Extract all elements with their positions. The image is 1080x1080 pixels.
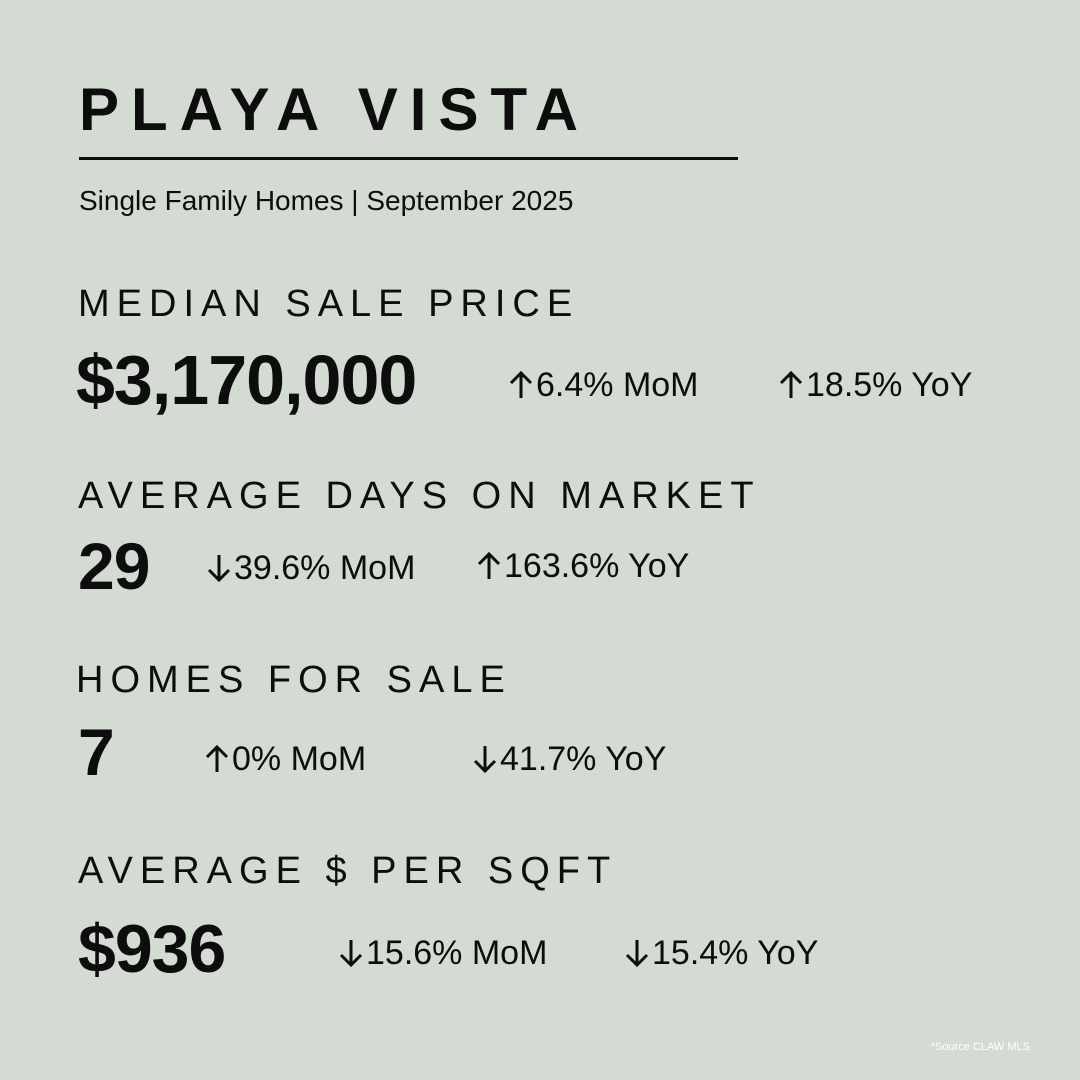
arrow-down-icon — [338, 938, 364, 968]
page-subtitle: Single Family Homes | September 2025 — [79, 185, 574, 216]
metric-label-homes-for-sale: HOMES FOR SALE — [76, 659, 512, 701]
arrow-down-icon — [624, 938, 650, 968]
metric-label-median-sale-price: MEDIAN SALE PRICE — [78, 283, 580, 325]
metric-yoy-average-price-per-sqft: 15.4% YoY — [624, 933, 818, 973]
arrow-up-icon — [778, 370, 804, 400]
arrow-down-icon — [472, 744, 498, 774]
title-divider — [79, 157, 738, 160]
metric-yoy-median-sale-price: 18.5% YoY — [778, 365, 972, 405]
arrow-up-icon — [508, 370, 534, 400]
metric-yoy-homes-for-sale: 41.7% YoY — [472, 739, 666, 779]
metric-yoy-average-days-on-market: 163.6% YoY — [476, 546, 689, 586]
metric-label-average-days-on-market: AVERAGE DAYS ON MARKET — [78, 475, 761, 517]
metric-value-homes-for-sale: 7 — [78, 715, 114, 789]
metric-mom-average-days-on-market: 39.6% MoM — [206, 548, 415, 588]
metric-mom-homes-for-sale: 0% MoM — [204, 739, 366, 779]
arrow-up-icon — [476, 551, 502, 581]
metric-value-median-sale-price: $3,170,000 — [76, 341, 417, 419]
page-title: PLAYA VISTA — [79, 76, 591, 143]
metric-value-average-days-on-market: 29 — [78, 529, 150, 603]
metric-label-average-price-per-sqft: AVERAGE $ PER SQFT — [78, 850, 618, 892]
metric-value-average-price-per-sqft: $936 — [78, 911, 226, 987]
metric-mom-median-sale-price: 6.4% MoM — [508, 365, 699, 405]
source-note: *Source CLAW MLS — [930, 1041, 1030, 1053]
metric-mom-average-price-per-sqft: 15.6% MoM — [338, 933, 547, 973]
arrow-up-icon — [204, 744, 230, 774]
arrow-down-icon — [206, 553, 232, 583]
